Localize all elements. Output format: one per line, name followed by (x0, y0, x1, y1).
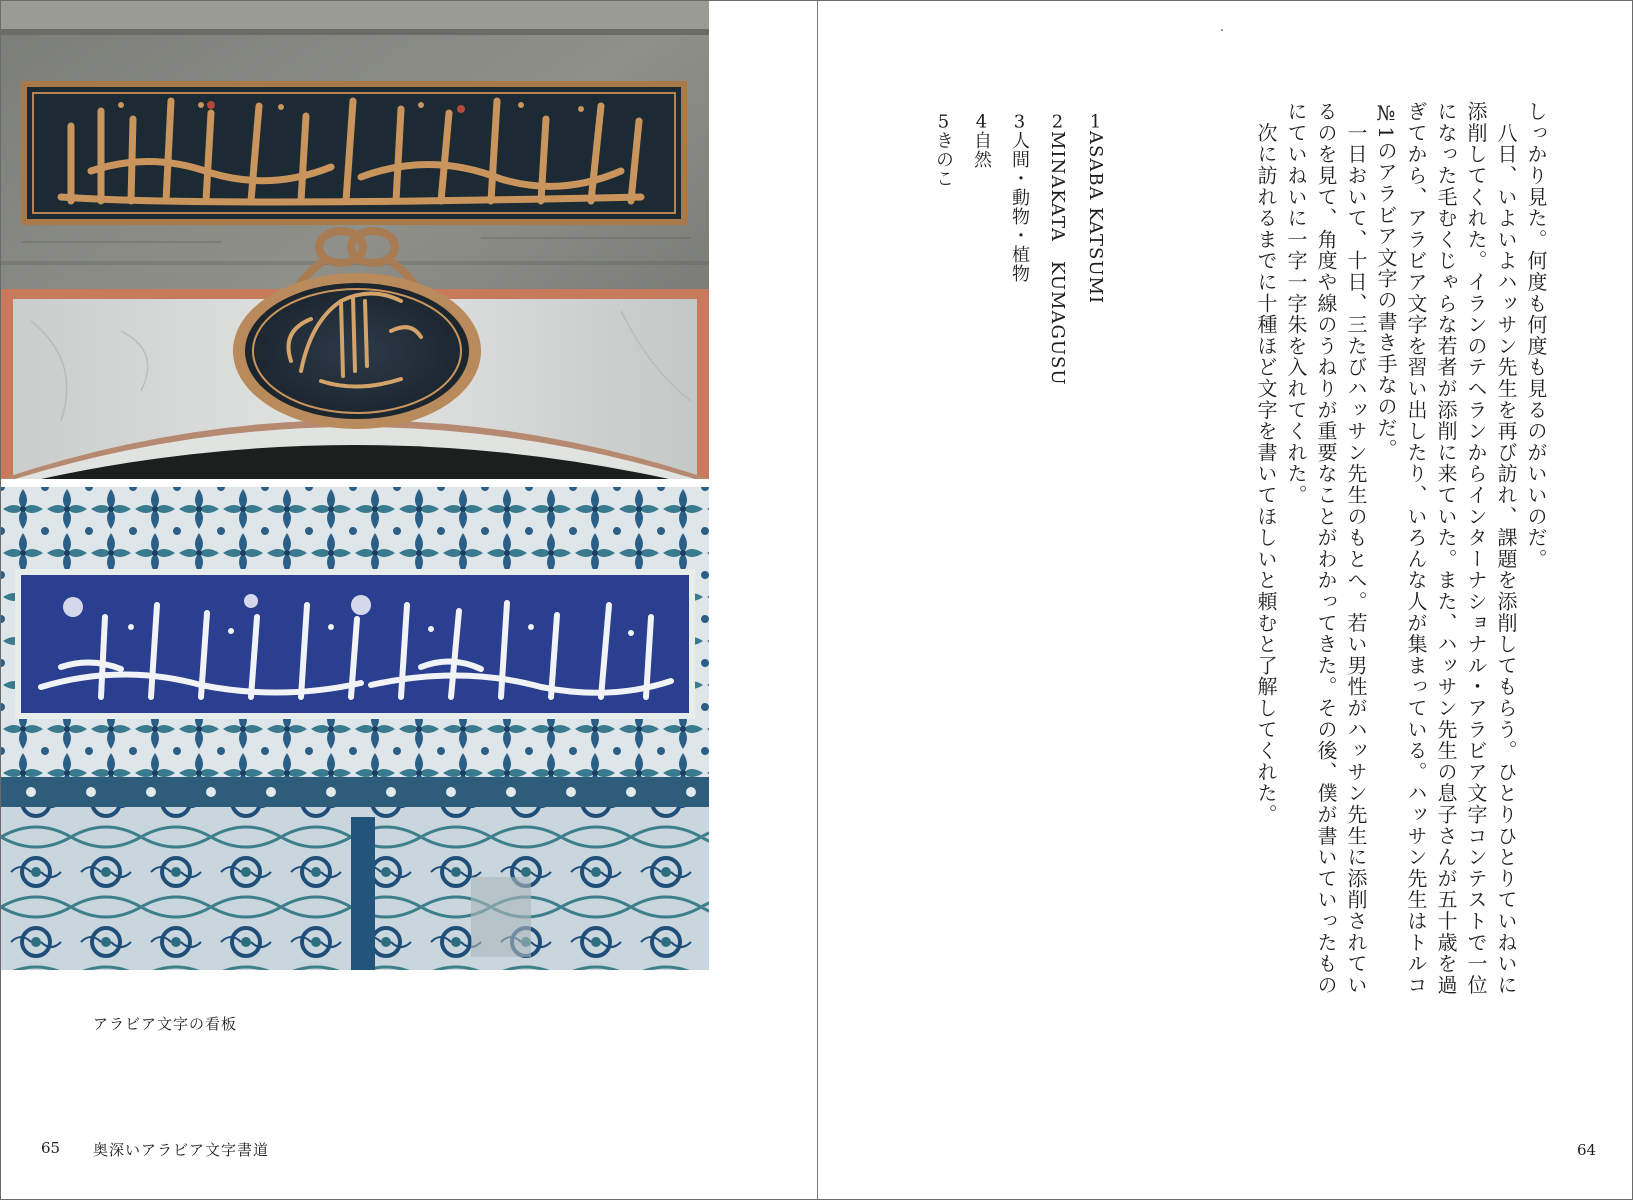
gutter-line (817, 1, 818, 1199)
list-item (969, 113, 993, 169)
list-item (1045, 113, 1069, 386)
text-column: 一日おいて、十日、三たびハッサン先生のもとへ。若い男性がハッサン先生に添削されてい (1344, 101, 1368, 996)
text-column: 添削してくれた。イランのテヘランからインターナショナル・アラビア文字コンテストで一位 (1464, 101, 1488, 996)
running-head: 奥深いアラビア文字書道 (93, 1141, 270, 1159)
text-column: 次に訪れるまでに十種ほど文字を書いてほしいと頼むと了解してくれた。 (1254, 101, 1278, 826)
text-column: 八日、いよいよハッサン先生を再び訪れ、課題を添削してもらう。ひとりひとりていねいに (1494, 101, 1518, 996)
list-number: 3 (1013, 113, 1026, 131)
text-column: るのを見て、角度や線のうねりが重要なことがわかってきた。その後、僕が書いていったもの (1314, 101, 1338, 996)
page-number-left: 65 (41, 1139, 61, 1157)
list-number: 4 (975, 113, 988, 131)
text-column: ぎてから、アラビア文字を習い出したり、いろんな人が集まっている。ハッサン先生はトルコ (1404, 101, 1428, 996)
list-number: 1 (1089, 113, 1102, 131)
list-number: 2 (1051, 113, 1064, 131)
page-number-right: 64 (1577, 1141, 1597, 1159)
text-column: しっかり見た。何度も何度も見るのがいいのだ。 (1524, 101, 1548, 570)
print-speck (1221, 29, 1223, 31)
list-text: 自然 (971, 131, 992, 169)
list-item (931, 113, 955, 188)
stone-panel-illustration (1, 1, 709, 479)
text-column: になった毛むくじゃらな若者が添削に来ていた。また、ハッサン先生の息子さんが五十歳を過 (1434, 101, 1458, 996)
list-text: きのこ (933, 131, 954, 188)
list-text: MINAKATA KUMAGUSU (1047, 131, 1068, 386)
list-text: 人間・動物・植物 (1009, 131, 1030, 283)
photo-caption: アラビア文字の看板 (93, 1015, 238, 1033)
list-item (1083, 113, 1107, 304)
list-text: ASABA KATSUMI (1085, 131, 1106, 305)
list-number: 5 (937, 113, 950, 131)
photo-blue-tile-calligraphy (1, 487, 709, 970)
text-column: にていねいに一字一字朱を入れてくれた。 (1284, 101, 1308, 506)
photo-stone-calligraphy-panel (1, 1, 709, 479)
list-item (1007, 113, 1031, 283)
tile-panel-illustration (1, 487, 709, 970)
text-column: №1のアラビア文字の書き手なのだ。 (1374, 101, 1398, 460)
